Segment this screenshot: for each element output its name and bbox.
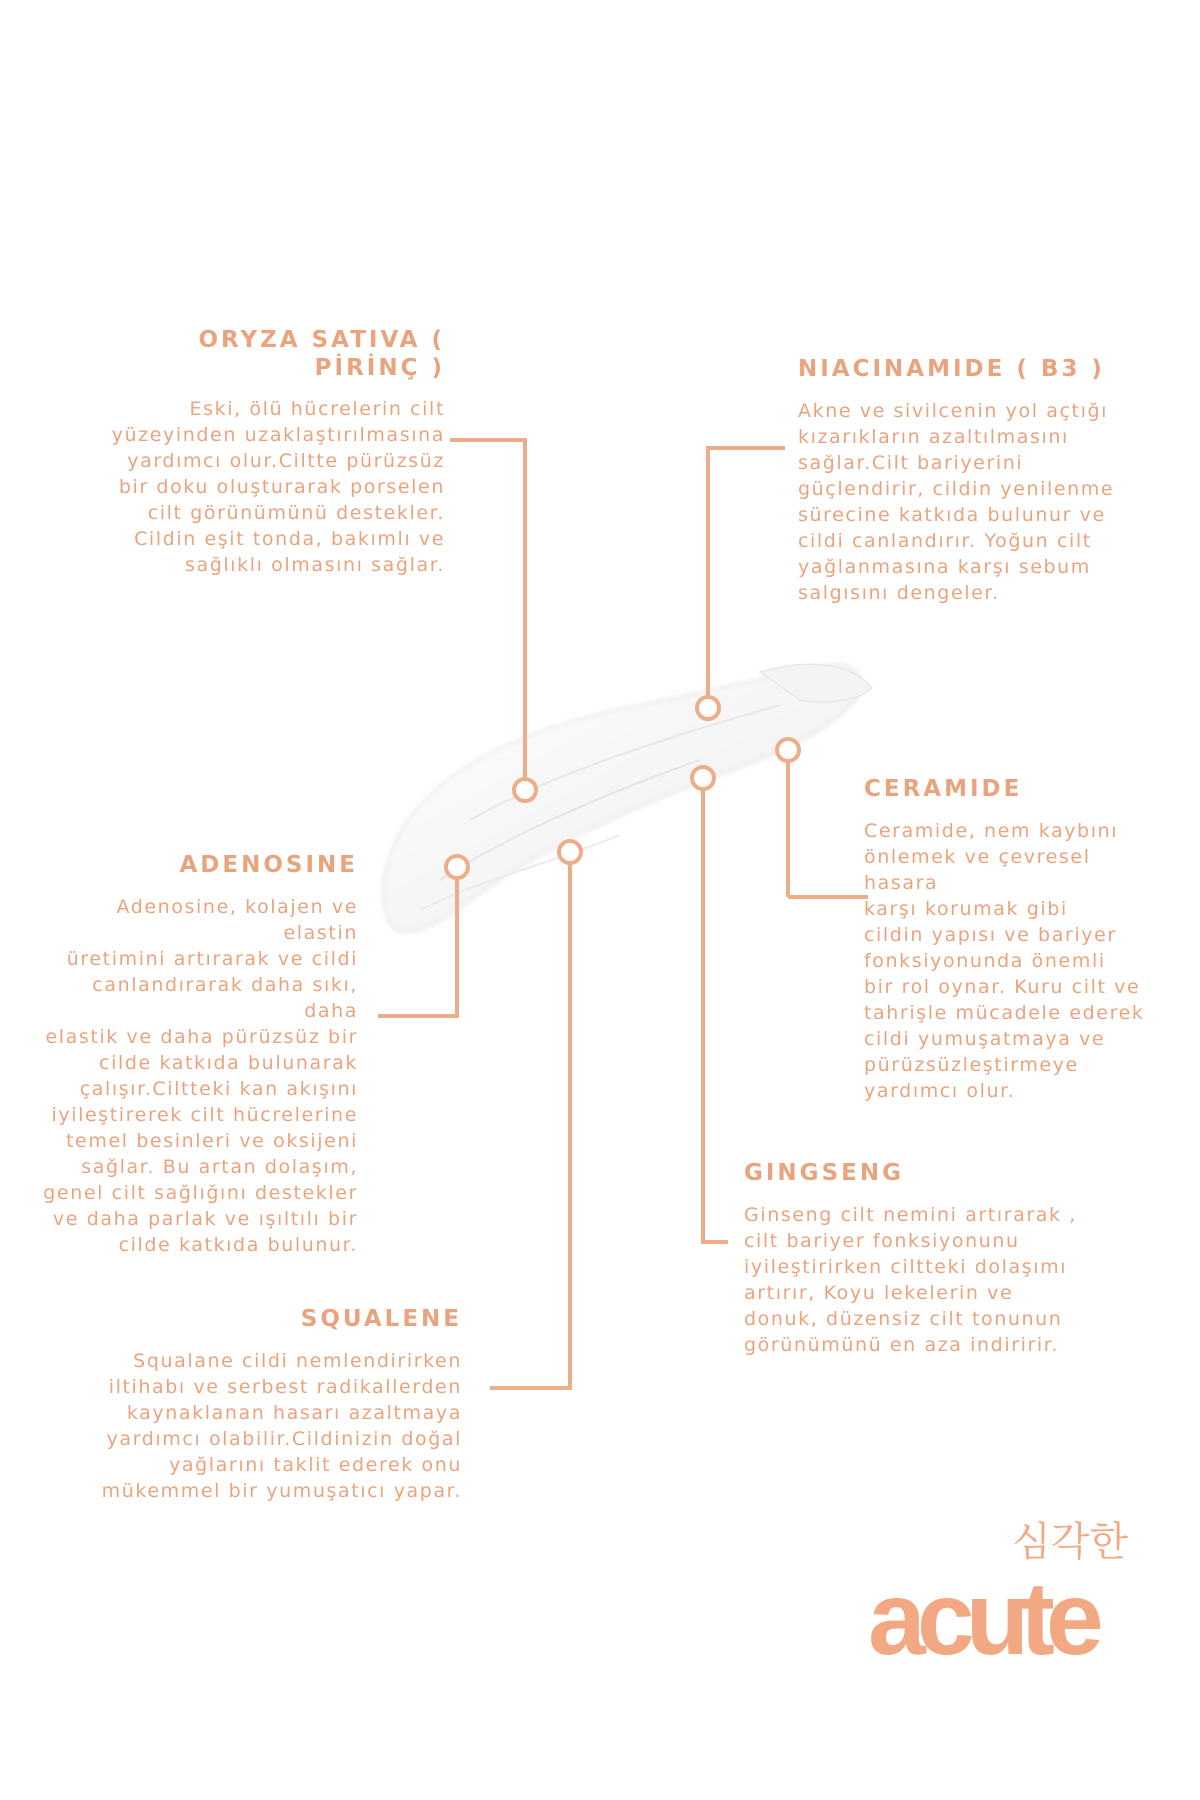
ceramide-title: CERAMIDE: [864, 776, 1023, 802]
ceramide-description: Ceramide, nem kaybını önlemek ve çevresel hasara karşı korumak gibi cildin yapısı ve bariyer fonksiyonunda önemli bir rol oynar. Kuru cilt ve tahrişle mücadele ederek cildi yumuşatmaya ve pürüzsüzleştirmeye yardımcı olur.: [864, 819, 1145, 1102]
oryza-marker: [514, 779, 536, 801]
brand-korean-text: 심각한: [1012, 1519, 1128, 1565]
squalene-block: [100, 1306, 462, 1504]
oryza-sativa-title: ORYZA SATIVA ( PİRİNÇ ): [198, 327, 445, 381]
adenosine-block: [40, 852, 358, 1258]
gingseng-title: GINGSENG: [744, 1160, 904, 1186]
niacinamide-marker: [697, 697, 719, 719]
ceramide-block: [864, 776, 1169, 1104]
niacinamide-block: [798, 356, 1128, 606]
adenosine-description: Adenosine, kolajen ve elastin üretimini artırarak ve cildi canlandırarak daha sıkı, daha elastik ve daha pürüzsüz bir cilde katkıda bulunarak çalışır.Ciltteki kan akışını iyileştirerek cilt hücrelerine temel besinleri ve oksijeni sağlar. Bu artan dolaşım, genel cilt sağlığını destekler ve daha parlak ve ışıltılı bir cilde katkıda bulunur.: [43, 895, 358, 1256]
niacinamide-title: NIACINAMIDE ( B3 ): [798, 356, 1105, 382]
gingseng-marker: [692, 767, 714, 789]
squalene-marker: [559, 841, 581, 863]
gingseng-connector-line: [703, 778, 728, 1242]
brand-name: acute: [868, 1561, 1095, 1677]
niacinamide-description: Akne ve sivilcenin yol açtığı kızarıkların azaltılmasını sağlar.Cilt bariyerini güçlendirir, cildin yenilenme sürecine katkıda bulunur ve cildi canlandırır. Yoğun cilt yağlanmasına karşı sebum salgısını dengeler.: [798, 399, 1115, 604]
adenosine-title: ADENOSINE: [179, 852, 358, 878]
gingseng-description: Ginseng cilt nemini artırarak , cilt bariyer fonksiyonunu iyileştirirken ciltteki dolaşımı artırır, Koyu lekelerin ve donuk, düzensiz cilt tonunun görünümünü en aza indiririr.: [744, 1203, 1077, 1356]
squalene-connector-line: [490, 852, 570, 1388]
squalene-title: SQUALENE: [300, 1306, 462, 1332]
gingseng-block: [744, 1160, 1104, 1358]
squalene-description: Squalane cildi nemlendirirken iltihabı ve serbest radikallerden kaynaklanan hasarı azaltmaya yardımcı olabilir.Cildinizin doğal yağlarını taklit ederek onu mükemmel bir yumuşatıcı yapar.: [101, 1349, 462, 1502]
oryza-connector-line: [450, 440, 525, 790]
oryza-sativa-block: [100, 327, 445, 578]
adenosine-marker: [446, 856, 468, 878]
brand-logo: [868, 1510, 1128, 1677]
ceramide-marker: [777, 739, 799, 761]
oryza-sativa-description: Eski, ölü hücrelerin cilt yüzeyinden uzaklaştırılmasına yardımcı olur.Ciltte pürüzsüz bir doku oluşturarak porselen cilt görünümünü destekler. Cildin eşit tonda, bakımlı ve sağlıklı olmasını sağlar.: [111, 398, 445, 577]
